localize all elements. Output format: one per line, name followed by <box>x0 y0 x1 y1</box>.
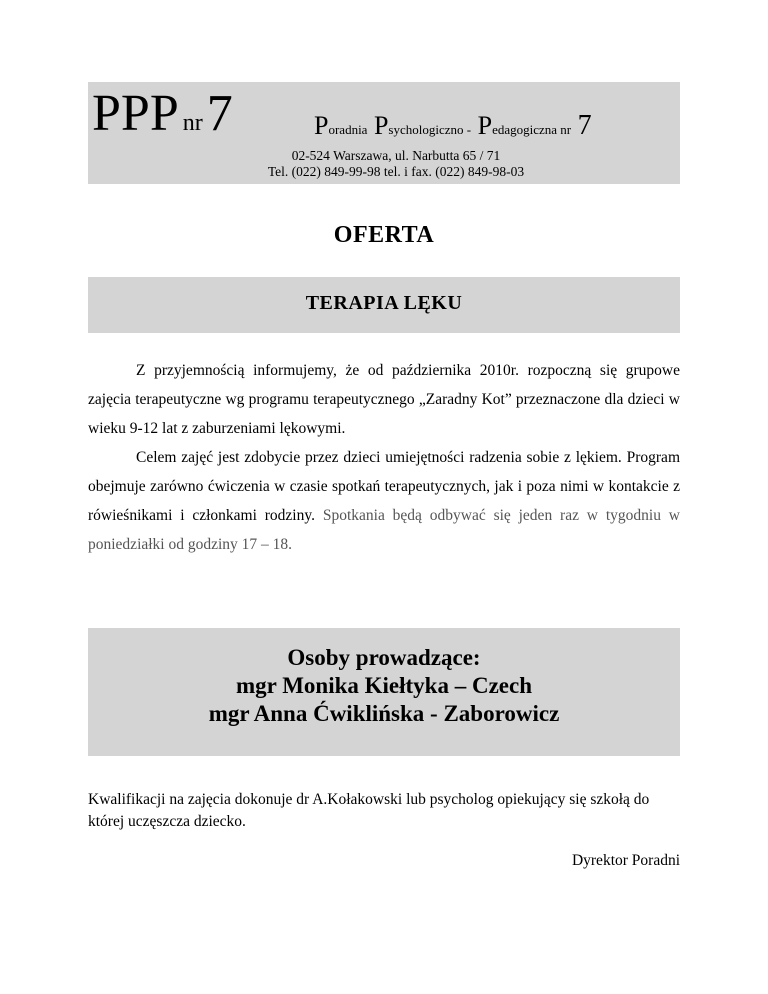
name-cap-2: P <box>373 111 389 140</box>
phone-line: Tel. (022) 849-99-98 tel. i fax. (022) 849-98-03 <box>267 164 525 179</box>
paragraph-2 <box>88 443 680 559</box>
leaders-heading: Osoby prowadzące: <box>287 645 481 670</box>
logo <box>92 85 233 142</box>
topic-box <box>88 277 680 333</box>
paragraph-2-main: Celem zajęć jest zdobycie przez dzieci umiejętności radzenia sobie z lękiem. Program obejmuje zarówno ćwiczenia w czasie spotkań terapeutycznych, jak i poza nimi w kontakcie z rówieśnikami i członkami rodziny. <box>88 449 680 524</box>
leaders-list <box>88 644 680 728</box>
logo-main: PPP <box>92 85 179 142</box>
topic-title: TERAPIA LĘKU <box>305 292 463 314</box>
leaders-box <box>88 628 680 756</box>
offer-title: OFERTA <box>333 222 435 248</box>
institution-name <box>314 110 592 142</box>
name-cap-3: P <box>477 111 493 140</box>
name-rest-2: sychologiczno - <box>388 122 475 137</box>
leader-2: mgr Anna Ćwiklińska - Zaborowicz <box>208 701 560 726</box>
paragraph-2-schedule: Spotkania będą odbywać się jeden raz w tygodniu w poniedziałki od godziny 17 – 18. <box>88 507 680 553</box>
qualification-note: Kwalifikacji na zajęcia dokonuje dr A.Kołakowski lub psycholog opiekujący się szkołą do której uczęszcza dziecko. <box>88 791 650 830</box>
logo-num: 7 <box>206 85 233 142</box>
signature: Dyrektor Poradni <box>571 852 680 869</box>
name-num: 7 <box>577 110 592 141</box>
header-box <box>88 82 680 184</box>
paragraph-2-text <box>88 443 680 559</box>
address-line: 02-524 Warszawa, ul. Narbutta 65 / 71 <box>291 148 501 163</box>
name-cap-1: P <box>314 111 329 140</box>
paragraph-1-text: Z przyjemnością informujemy, że od października 2010r. rozpoczną się grupowe zajęcia terapeutyczne wg programu terapeutycznego „Zaradny Kot” przeznaczone dla dzieci w wieku 9-12 lat z zaburzeniami lękowymi. <box>88 362 680 437</box>
name-rest-1: oradnia <box>328 122 371 137</box>
leader-1: mgr Monika Kiełtyka – Czech <box>236 673 532 698</box>
logo-nr: nr <box>182 110 203 136</box>
paragraph-1 <box>88 356 680 443</box>
name-rest-3: edagogiczna nr <box>492 122 575 137</box>
